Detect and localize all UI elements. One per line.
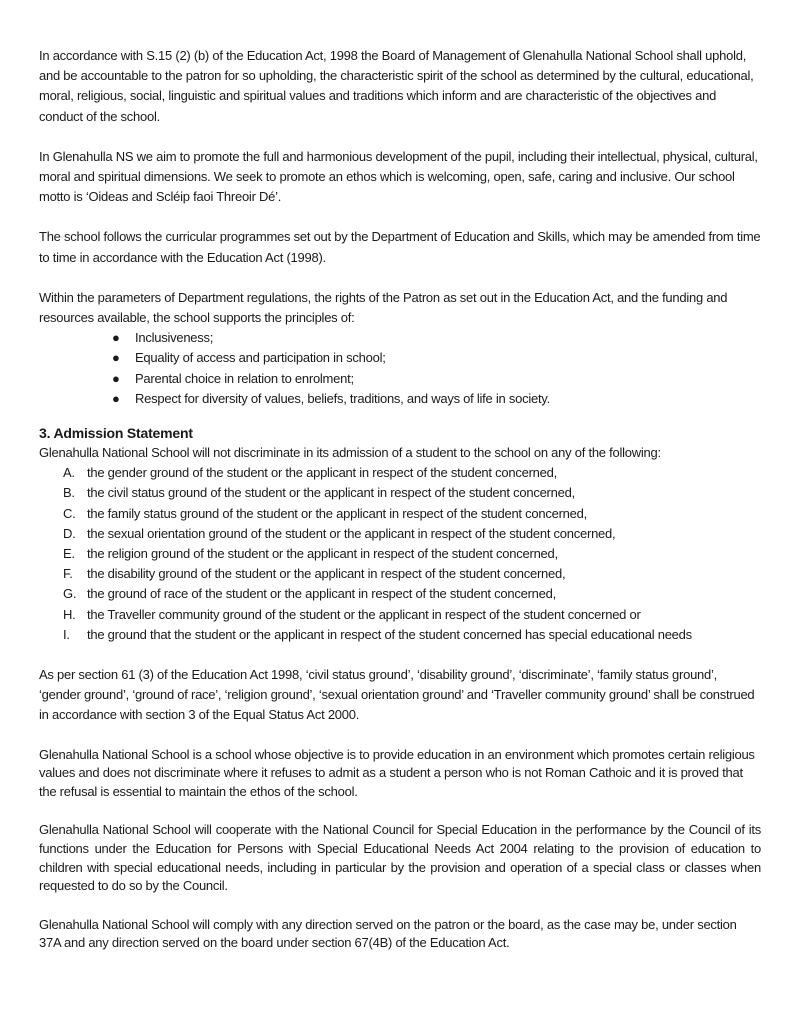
list-item (39, 483, 761, 503)
list-item-label: H. (63, 606, 76, 622)
spacer (39, 801, 761, 821)
list-item-text: the ground that the student or the applicant in respect of the student concerned has special educational needs (87, 626, 692, 642)
bullet-icon: ● (112, 350, 120, 366)
list-item (39, 524, 761, 544)
section-heading: 3. Admission Statement (39, 425, 193, 442)
list-item-text: the sexual orientation ground of the student or the applicant in respect of the student concerned, (87, 525, 616, 541)
list-item-label: E. (63, 546, 75, 562)
document-page (39, 46, 761, 953)
spacer (39, 726, 761, 746)
list-item-text: the gender ground of the student or the applicant in respect of the student concerned, (87, 465, 557, 481)
admission-intro: Glenahulla National School will not discriminate in its admission of a student to the school on any of the following: (39, 445, 661, 461)
list-item-text: the ground of race of the student or the applicant in respect of the student concerned, (87, 586, 556, 602)
bullet-icon: ● (112, 390, 120, 406)
principles-list (39, 328, 761, 409)
spacer (39, 127, 761, 147)
list-item-text: the Traveller community ground of the student or the applicant in respect of the student concerned or (87, 606, 641, 622)
list-item (39, 544, 761, 564)
ethos-paragraph-1: In accordance with S.15 (2) (b) of the Education Act, 1998 the Board of Management of Glenahulla National School shall uphold, and be accountable to the patron for so upholding, the characteristic spirit of the school as determined by the cultural, educational, moral, religious, social, linguistic and spiritual values and traditions which inform and are characteristic of the objectives and conduct of the school. (39, 48, 754, 124)
list-item-label: C. (63, 505, 76, 521)
list-item-text: the family status ground of the student or the applicant in respect of the student concerned, (87, 505, 587, 521)
list-item (39, 584, 761, 604)
list-item-label: F. (63, 566, 73, 582)
list-item-text: the civil status ground of the student or the applicant in respect of the student concerned, (87, 485, 575, 501)
spacer (39, 409, 761, 423)
list-item-text: the religion ground of the student or the applicant in respect of the student concerned, (87, 546, 558, 562)
spacer (39, 645, 761, 665)
spacer (39, 268, 761, 288)
list-item (39, 564, 761, 584)
list-item-text: the disability ground of the student or the applicant in respect of the student concerned, (87, 566, 566, 582)
list-item-label: B. (63, 485, 75, 501)
list-item (39, 463, 761, 483)
list-item-text: Equality of access and participation in school; (135, 350, 386, 366)
directions-paragraph: Glenahulla National School will comply with any direction served on the patron or the board, as the case may be, under section 37A and any direction served on the board under section 67(4B) of the Education Act. (39, 916, 737, 951)
grounds-list (39, 463, 761, 645)
list-item-label: I. (63, 626, 70, 642)
section61-paragraph: As per section 61 (3) of the Education Act 1998, ‘civil status ground’, ‘disability ground’, ‘discriminate’, ‘family status ground’, ‘gender ground’, ‘ground of race’, ‘religion ground’, ‘sexual orientation ground’ and ‘Traveller community ground’ shall be construed in accordance with section 3 of the Equal Status Act 2000. (39, 667, 755, 723)
spacer (39, 896, 761, 916)
list-item (39, 605, 761, 625)
list-item (39, 328, 761, 348)
list-item-label: G. (63, 586, 77, 602)
list-item (39, 348, 761, 368)
list-item-text: Inclusiveness; (135, 330, 214, 346)
ncse-paragraph: Glenahulla National School will cooperate with the National Council for Special Education in the performance by the Council of its functions under the Education for Persons with Special Educational Needs Act 2004 relating to the provision of education to children with special educational needs, including in particular by the provision and operation of a special class or classes when requested to do so by the Council. (39, 822, 761, 894)
curriculum-paragraph: The school follows the curricular programmes set out by the Department of Education and Skills, which may be amended from time to time in accordance with the Education Act (1998). (39, 229, 761, 265)
list-item (39, 504, 761, 524)
spacer (39, 207, 761, 227)
list-item (39, 625, 761, 645)
bullet-icon: ● (112, 370, 120, 386)
list-item-text: Parental choice in relation to enrolment; (135, 370, 354, 386)
list-item (39, 369, 761, 389)
list-item-text: Respect for diversity of values, beliefs, traditions, and ways of life in society. (135, 390, 550, 406)
ethos-paragraph-2: In Glenahulla NS we aim to promote the full and harmonious development of the pupil, including their intellectual, physical, cultural, moral and spiritual dimensions. We seek to promote an ethos which is welcoming, open, safe, caring and inclusive. Our school motto is ‘Oideas and Scléip faoi Threoir Dé’. (39, 148, 758, 205)
list-item-label: A. (63, 465, 75, 481)
list-item (39, 389, 761, 409)
religious-ethos-paragraph: Glenahulla National School is a school whose objective is to provide education in an environment which promotes certain religious values and does not discriminate where it refuses to admit as a student a person who is not Roman Cathoic and it is proved that the refusal is essential to maintain the ethos of the school. (39, 746, 755, 799)
principles-intro: Within the parameters of Department regulations, the rights of the Patron as set out in the Education Act, and the funding and resources available, the school supports the principles of: (39, 289, 728, 326)
list-item-label: D. (63, 525, 76, 541)
bullet-icon: ● (112, 330, 120, 346)
